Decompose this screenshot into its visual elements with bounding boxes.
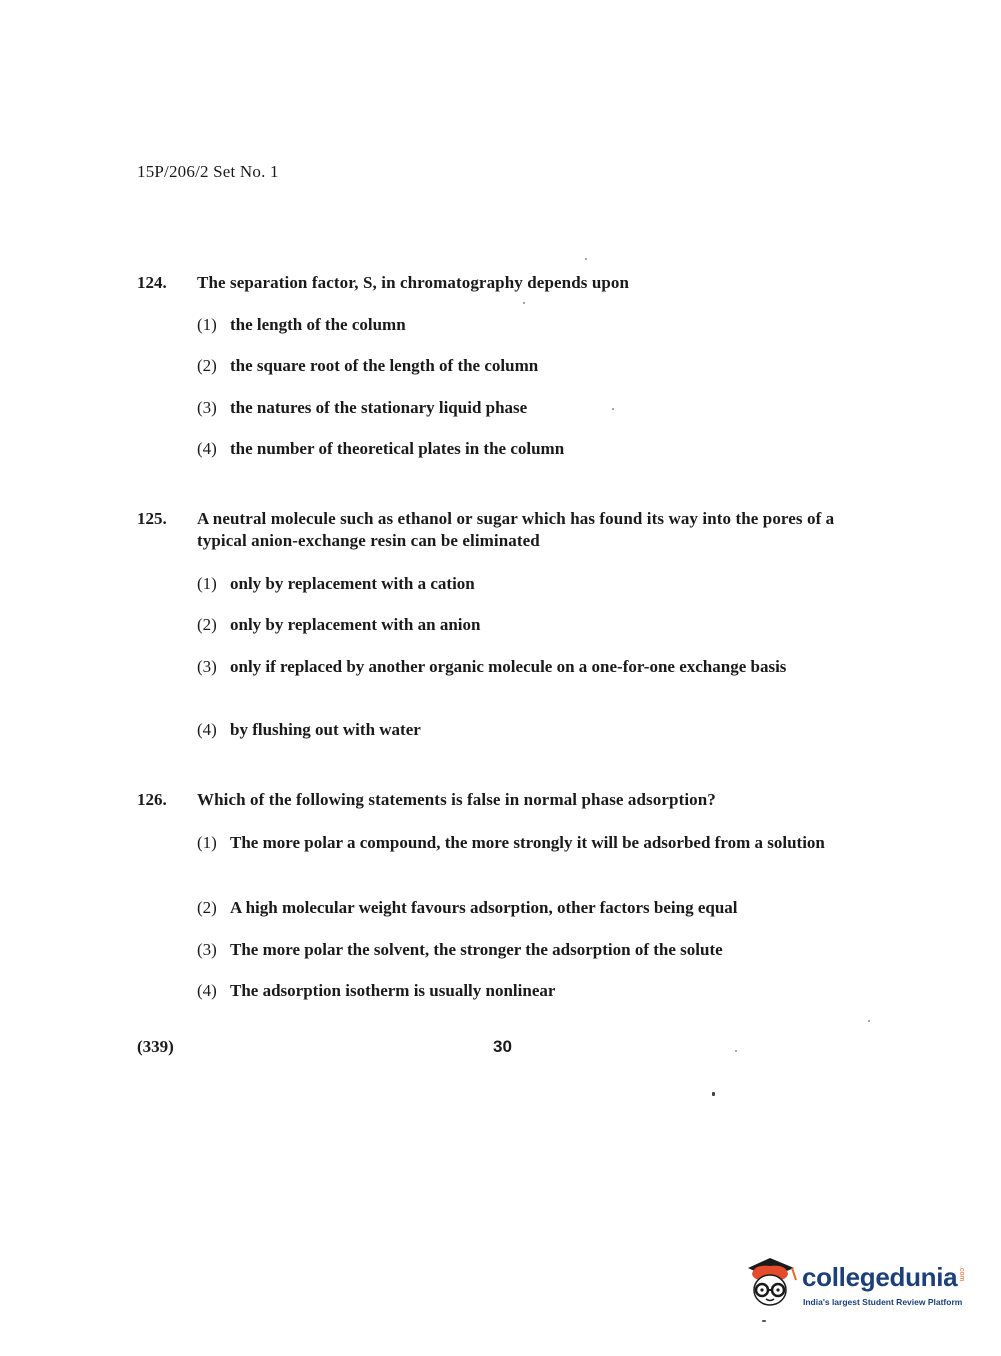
option-125-4 [197, 719, 877, 741]
question-number: 125. [137, 509, 167, 528]
paper-code: 15P/206/2 Set No. 1 [137, 162, 279, 181]
scan-speck [585, 258, 587, 260]
option-text: The adsorption isotherm is usually nonlinear [230, 981, 556, 1000]
option-number: (2) [197, 898, 217, 917]
option-number: (3) [197, 940, 217, 959]
option-number: (2) [197, 615, 217, 634]
option-number: (2) [197, 356, 217, 375]
logo-suffix: .com [958, 1266, 965, 1282]
scan-speck [868, 1020, 870, 1022]
option-text: only by replacement with a cation [230, 574, 475, 593]
mascot-icon [742, 1252, 800, 1310]
option-126-4 [197, 980, 877, 1002]
question-126 [137, 789, 877, 811]
question-number: 124. [137, 273, 167, 292]
option-text: A high molecular weight favours adsorption, other factors being equal [230, 898, 738, 917]
option-125-2 [197, 614, 877, 636]
booklet-code: (339) [137, 1037, 174, 1056]
option-number: (1) [197, 574, 217, 593]
option-text: the square root of the length of the column [230, 356, 539, 375]
option-text: the natures of the stationary liquid phase [230, 398, 528, 417]
scan-speck [762, 1320, 766, 1322]
question-text: The separation factor, S, in chromatography depends upon [197, 273, 630, 292]
option-124-3 [197, 397, 877, 419]
collegedunia-logo [742, 1250, 972, 1320]
scan-speck [523, 302, 525, 304]
logo-wordmark: collegedunia [802, 1262, 958, 1292]
option-text: the number of theoretical plates in the column [230, 439, 565, 458]
question-text: Which of the following statements is false in normal phase adsorption? [197, 790, 716, 809]
option-text: only by replacement with an anion [230, 615, 481, 634]
option-number: (4) [197, 981, 217, 1000]
option-126-3 [197, 939, 877, 961]
option-number: (4) [197, 439, 217, 458]
logo-tagline: India's largest Student Review Platform [803, 1297, 963, 1307]
question-124 [137, 272, 877, 294]
scan-speck [712, 1092, 715, 1096]
option-number: (3) [197, 398, 217, 417]
option-text: The more polar the solvent, the stronger the adsorption of the solute [230, 940, 723, 959]
option-124-1 [197, 314, 877, 336]
option-text: The more polar a compound, the more strongly it will be adsorbed from a solution [230, 833, 825, 852]
question-125 [137, 508, 877, 552]
scan-speck [612, 408, 614, 410]
question-number: 126. [137, 790, 167, 809]
option-125-1 [197, 573, 877, 595]
option-124-4 [197, 438, 877, 460]
scan-speck [735, 1050, 737, 1052]
option-number: (4) [197, 720, 217, 739]
option-126-2 [197, 897, 877, 919]
option-text: by flushing out with water [230, 720, 421, 739]
question-text: A neutral molecule such as ethanol or sugar which has found its way into the pores of a typical anion-exchange resin can be eliminated [197, 509, 835, 550]
option-number: (3) [197, 657, 217, 676]
option-125-3 [197, 656, 877, 678]
option-number: (1) [197, 315, 217, 334]
option-text: only if replaced by another organic molecule on a one-for-one exchange basis [230, 657, 787, 676]
option-number: (1) [197, 833, 217, 852]
page-number: 30 [493, 1037, 512, 1056]
option-text: the length of the column [230, 315, 406, 334]
option-124-2 [197, 355, 877, 377]
option-126-1 [197, 832, 877, 854]
